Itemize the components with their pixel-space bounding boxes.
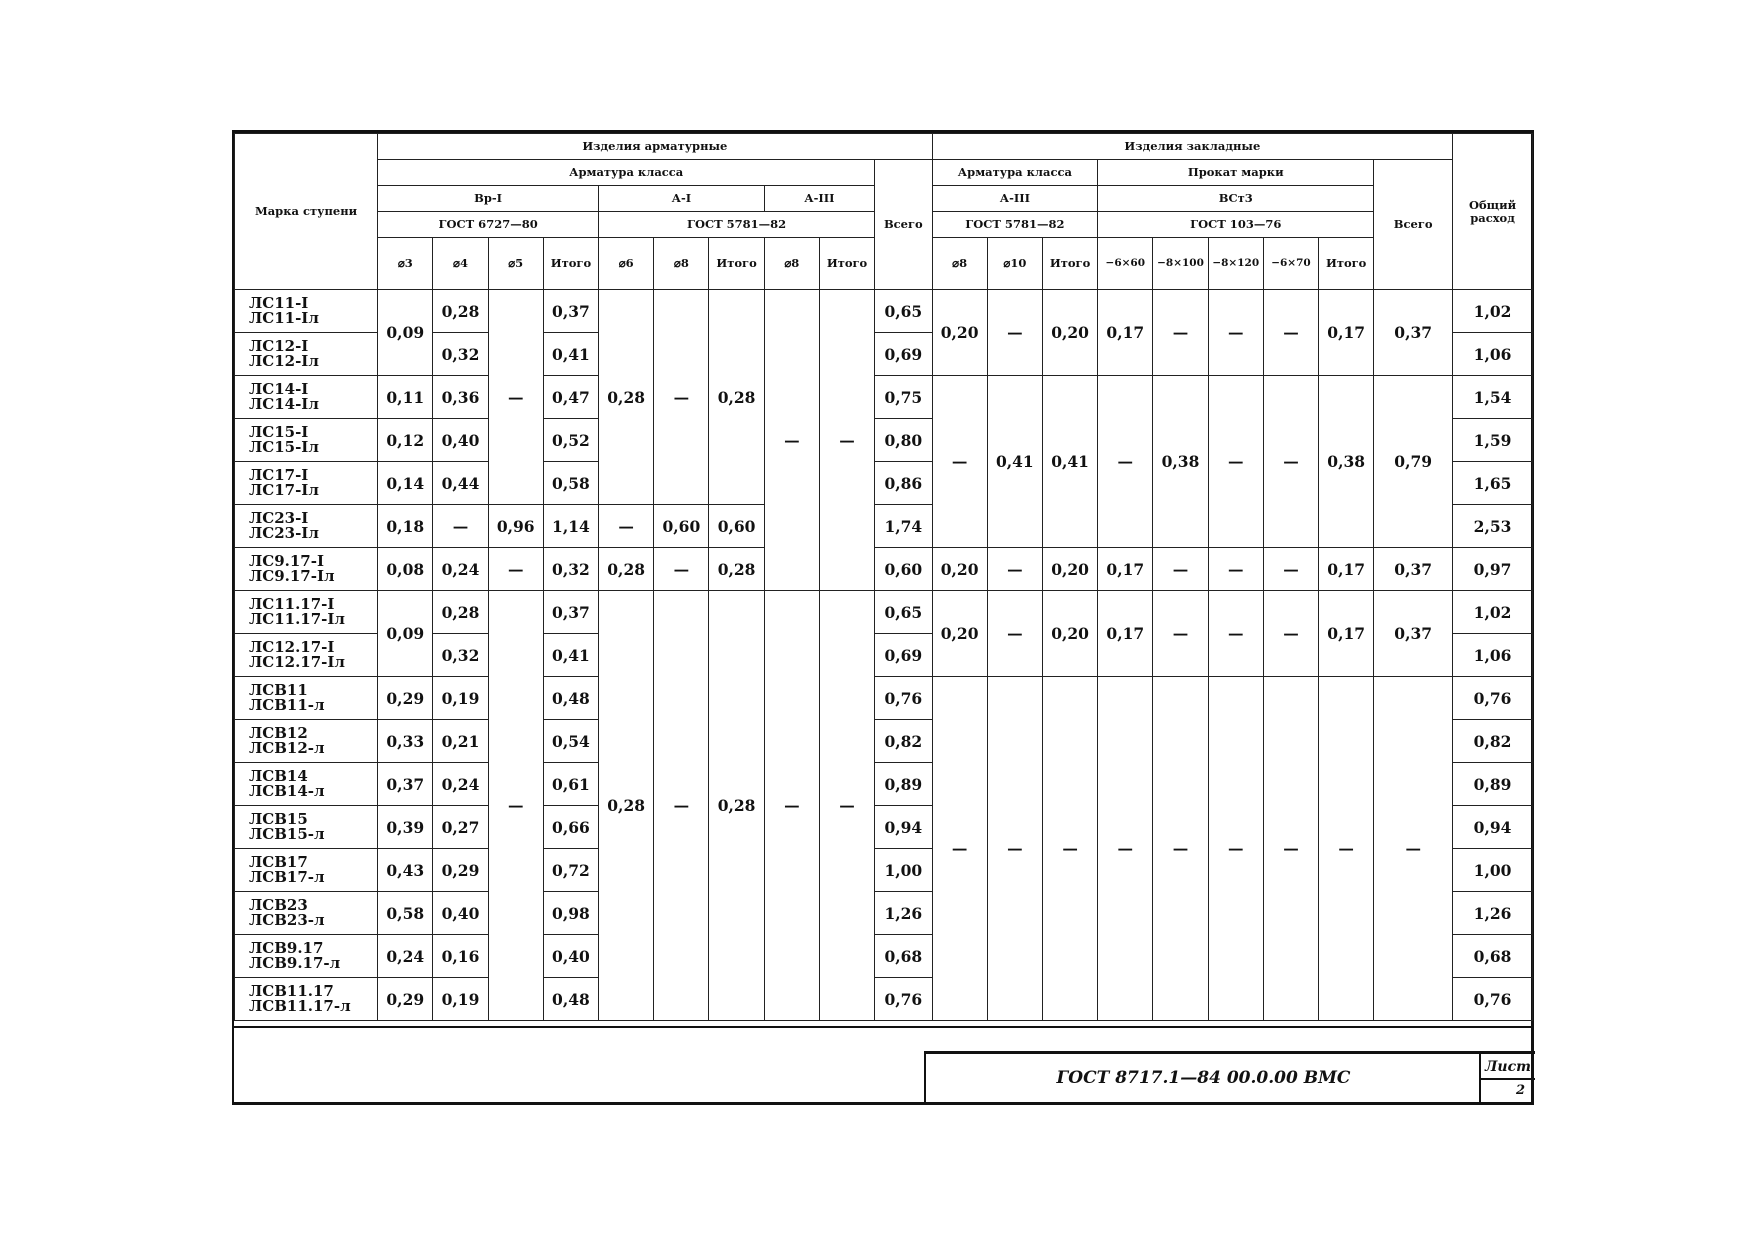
cell-p4: — [1263, 290, 1318, 376]
cell-d3: 0,09 [378, 290, 433, 376]
cell-d6: — [599, 505, 654, 548]
cell-grand: 2,53 [1453, 505, 1533, 548]
col-p-sum: Итого [1319, 238, 1374, 290]
cell-sum1: 0,61 [543, 763, 598, 806]
sheet-label: Лист [1481, 1056, 1535, 1080]
row-mark: ЛС11-I ЛС11-Iл [235, 290, 378, 333]
cell-e-sum: 0,20 [1042, 591, 1097, 677]
cell-d8: — [654, 591, 709, 1021]
cell-grand: 1,59 [1453, 419, 1533, 462]
cell-d4: 0,40 [433, 419, 488, 462]
cell-e-sum: — [1042, 677, 1097, 1021]
cell-d5: 0,96 [488, 505, 543, 548]
cell-grand: 1,65 [1453, 462, 1533, 505]
cell-total: 0,89 [875, 763, 932, 806]
cell-d5: — [488, 290, 543, 505]
row-mark: ЛСВ9.17 ЛСВ9.17-л [235, 935, 378, 978]
col-d4: ⌀4 [433, 238, 488, 290]
cell-d3: 0,11 [378, 376, 433, 419]
row-mark: ЛС15-I ЛС15-Iл [235, 419, 378, 462]
cell-d8: — [654, 290, 709, 505]
cell-p3: — [1208, 290, 1263, 376]
cell-e-d8: 0,20 [932, 548, 987, 591]
row-mark: ЛСВ23 ЛСВ23-л [235, 892, 378, 935]
drawing-sheet [232, 130, 1534, 1105]
cell-grand: 0,76 [1453, 677, 1533, 720]
cell-d4: 0,32 [433, 333, 488, 376]
cell-total: 0,80 [875, 419, 932, 462]
cell-p-sum: 0,17 [1319, 548, 1374, 591]
cell-grand: 1,26 [1453, 892, 1533, 935]
header-a3-emb: А-III [932, 186, 1098, 212]
cell-grand: 1,06 [1453, 333, 1533, 376]
header-gost-6727: ГОСТ 6727—80 [378, 212, 599, 238]
cell-e-d8: 0,20 [932, 290, 987, 376]
cell-d6: 0,28 [599, 290, 654, 505]
cell-sum1: 0,54 [543, 720, 598, 763]
col-d8b: ⌀8 [764, 238, 819, 290]
cell-p-sum: — [1319, 677, 1374, 1021]
cell-grand: 0,97 [1453, 548, 1533, 591]
cell-p3: — [1208, 591, 1263, 677]
cell-e-sum: 0,20 [1042, 548, 1097, 591]
cell-sum1: 0,32 [543, 548, 598, 591]
cell-total: 0,68 [875, 935, 932, 978]
cell-sum1: 0,47 [543, 376, 598, 419]
cell-sum2: 0,28 [709, 290, 764, 505]
col-p1: −6×60 [1098, 238, 1153, 290]
cell-total: 0,75 [875, 376, 932, 419]
cell-sum1: 0,72 [543, 849, 598, 892]
cell-d6: 0,28 [599, 548, 654, 591]
col-e-sum: Итого [1042, 238, 1097, 290]
row-mark: ЛСВ11 ЛСВ11-л [235, 677, 378, 720]
materials-spec-table [234, 133, 1533, 1021]
cell-sum2: 0,60 [709, 505, 764, 548]
row-mark: ЛСВ15 ЛСВ15-л [235, 806, 378, 849]
cell-d4: 0,36 [433, 376, 488, 419]
col-sum2: Итого [709, 238, 764, 290]
cell-d4: 0,28 [433, 290, 488, 333]
row-mark: ЛСВ12 ЛСВ12-л [235, 720, 378, 763]
cell-sum2: 0,28 [709, 548, 764, 591]
cell-d5: — [488, 548, 543, 591]
cell-e-d8: — [932, 677, 987, 1021]
header-rebar-class-emb: Арматура класса [932, 160, 1098, 186]
cell-e-total: 0,37 [1374, 548, 1453, 591]
cell-total: 0,60 [875, 548, 932, 591]
cell-d4: 0,27 [433, 806, 488, 849]
sheet-number: 2 [1515, 1083, 1525, 1098]
cell-e-total: 0,79 [1374, 376, 1453, 548]
header-total-emb: Всего [1374, 160, 1453, 290]
cell-e-total: 0,37 [1374, 591, 1453, 677]
col-p3: −8×120 [1208, 238, 1263, 290]
cell-grand: 0,89 [1453, 763, 1533, 806]
cell-d4: 0,40 [433, 892, 488, 935]
cell-total: 0,65 [875, 591, 932, 634]
cell-p4: — [1263, 677, 1318, 1021]
col-e-d8: ⌀8 [932, 238, 987, 290]
cell-d4: 0,28 [433, 591, 488, 634]
cell-sum1: 0,41 [543, 333, 598, 376]
cell-d4: 0,16 [433, 935, 488, 978]
header-rebar-class: Арматура класса [378, 160, 875, 186]
cell-d3: 0,58 [378, 892, 433, 935]
cell-p2: — [1153, 290, 1208, 376]
cell-d4: 0,19 [433, 978, 488, 1021]
cell-p1: 0,17 [1098, 290, 1153, 376]
cell-total: 0,69 [875, 634, 932, 677]
row-mark: ЛС9.17-I ЛС9.17-Iл [235, 548, 378, 591]
cell-p2: — [1153, 677, 1208, 1021]
cell-p2: — [1153, 591, 1208, 677]
cell-e-d8: 0,20 [932, 591, 987, 677]
cell-e-total: — [1374, 677, 1453, 1021]
cell-d3: 0,37 [378, 763, 433, 806]
cell-a3-d8-low: — [764, 591, 819, 1021]
cell-sum1: 0,98 [543, 892, 598, 935]
header-gost-5781: ГОСТ 5781—82 [599, 212, 875, 238]
header-a1: А-I [599, 186, 765, 212]
col-sum3: Итого [819, 238, 874, 290]
cell-p1: 0,17 [1098, 591, 1153, 677]
cell-d3: 0,33 [378, 720, 433, 763]
cell-p4: — [1263, 376, 1318, 548]
document-code: ГОСТ 8717.1—84 00.0.00 ВМС [1056, 1068, 1351, 1088]
col-sum1: Итого [543, 238, 598, 290]
cell-e-sum: 0,41 [1042, 376, 1097, 548]
cell-grand: 0,76 [1453, 978, 1533, 1021]
cell-p1: — [1098, 376, 1153, 548]
header-vr1: Вр-I [378, 186, 599, 212]
cell-d4: — [433, 505, 488, 548]
sheet-box [1479, 1054, 1535, 1102]
col-e-d10: ⌀10 [987, 238, 1042, 290]
cell-sum1: 0,52 [543, 419, 598, 462]
cell-p-sum: 0,17 [1319, 290, 1374, 376]
cell-d3: 0,09 [378, 591, 433, 677]
cell-d6: 0,28 [599, 591, 654, 1021]
cell-d3: 0,24 [378, 935, 433, 978]
cell-e-d10: — [987, 677, 1042, 1021]
cell-total: 0,69 [875, 333, 932, 376]
cell-p1: — [1098, 677, 1153, 1021]
cell-d3: 0,29 [378, 978, 433, 1021]
header-mark: Марка ступени [235, 134, 378, 290]
cell-total: 0,76 [875, 677, 932, 720]
cell-d8: 0,60 [654, 505, 709, 548]
col-d5: ⌀5 [488, 238, 543, 290]
header-vst3: ВСт3 [1098, 186, 1374, 212]
cell-p-sum: 0,38 [1319, 376, 1374, 548]
row-mark: ЛСВ17 ЛСВ17-л [235, 849, 378, 892]
row-mark: ЛС23-I ЛС23-Iл [235, 505, 378, 548]
cell-d3: 0,18 [378, 505, 433, 548]
cell-sum1: 1,14 [543, 505, 598, 548]
cell-p3: — [1208, 376, 1263, 548]
cell-a3-d8: — [764, 290, 819, 591]
row-mark: ЛС17-I ЛС17-Iл [235, 462, 378, 505]
cell-sum1: 0,40 [543, 935, 598, 978]
cell-d3: 0,39 [378, 806, 433, 849]
cell-p1: 0,17 [1098, 548, 1153, 591]
cell-sum1: 0,48 [543, 978, 598, 1021]
cell-d8: — [654, 548, 709, 591]
col-d3: ⌀3 [378, 238, 433, 290]
cell-grand: 1,06 [1453, 634, 1533, 677]
cell-sum1: 0,37 [543, 591, 598, 634]
cell-d3: 0,14 [378, 462, 433, 505]
cell-e-d10: — [987, 591, 1042, 677]
row-mark: ЛС12.17-I ЛС12.17-Iл [235, 634, 378, 677]
header-total: Всего [875, 160, 932, 290]
bottom-rule [234, 1026, 1533, 1028]
cell-p3: — [1208, 548, 1263, 591]
cell-d4: 0,24 [433, 763, 488, 806]
cell-d4: 0,29 [433, 849, 488, 892]
cell-grand: 0,94 [1453, 806, 1533, 849]
col-p4: −6×70 [1263, 238, 1318, 290]
cell-a3-sum-low: — [819, 591, 874, 1021]
cell-sum1: 0,37 [543, 290, 598, 333]
header-rolled-grade: Прокат марки [1098, 160, 1374, 186]
cell-sum2: 0,28 [709, 591, 764, 1021]
cell-grand: 1,54 [1453, 376, 1533, 419]
col-d8: ⌀8 [654, 238, 709, 290]
cell-d4: 0,32 [433, 634, 488, 677]
cell-total: 1,00 [875, 849, 932, 892]
cell-d5: — [488, 591, 543, 1021]
cell-total: 0,65 [875, 290, 932, 333]
cell-e-sum: 0,20 [1042, 290, 1097, 376]
cell-d4: 0,21 [433, 720, 488, 763]
header-embedded-products: Изделия закладные [932, 134, 1453, 160]
cell-d4: 0,24 [433, 548, 488, 591]
cell-sum1: 0,48 [543, 677, 598, 720]
col-d6: ⌀6 [599, 238, 654, 290]
cell-d3: 0,43 [378, 849, 433, 892]
cell-e-d8: — [932, 376, 987, 548]
cell-p4: — [1263, 548, 1318, 591]
cell-grand: 0,68 [1453, 935, 1533, 978]
cell-p3: — [1208, 677, 1263, 1021]
cell-e-d10: — [987, 548, 1042, 591]
header-gost-103: ГОСТ 103—76 [1098, 212, 1374, 238]
row-mark: ЛС14-I ЛС14-Iл [235, 376, 378, 419]
cell-d3: 0,08 [378, 548, 433, 591]
cell-sum1: 0,58 [543, 462, 598, 505]
cell-a3-sum: — [819, 290, 874, 591]
cell-total: 0,94 [875, 806, 932, 849]
cell-d4: 0,44 [433, 462, 488, 505]
header-grand-total: Общий расход [1453, 134, 1533, 290]
cell-p4: — [1263, 591, 1318, 677]
cell-sum1: 0,41 [543, 634, 598, 677]
cell-grand: 1,02 [1453, 591, 1533, 634]
cell-total: 0,82 [875, 720, 932, 763]
title-block [924, 1051, 1535, 1102]
cell-total: 1,74 [875, 505, 932, 548]
cell-total: 0,86 [875, 462, 932, 505]
header-a3: А-III [764, 186, 874, 212]
row-mark: ЛСВ11.17 ЛСВ11.17-л [235, 978, 378, 1021]
cell-d3: 0,12 [378, 419, 433, 462]
header-gost-5781-emb: ГОСТ 5781—82 [932, 212, 1098, 238]
cell-e-total: 0,37 [1374, 290, 1453, 376]
cell-p2: — [1153, 548, 1208, 591]
col-p2: −8×100 [1153, 238, 1208, 290]
cell-d4: 0,19 [433, 677, 488, 720]
cell-e-d10: 0,41 [987, 376, 1042, 548]
header-reinf-products: Изделия арматурные [378, 134, 932, 160]
cell-grand: 0,82 [1453, 720, 1533, 763]
cell-sum1: 0,66 [543, 806, 598, 849]
cell-grand: 1,00 [1453, 849, 1533, 892]
cell-p-sum: 0,17 [1319, 591, 1374, 677]
row-mark: ЛСВ14 ЛСВ14-л [235, 763, 378, 806]
cell-e-d10: — [987, 290, 1042, 376]
row-mark: ЛС11.17-I ЛС11.17-Iл [235, 591, 378, 634]
cell-total: 0,76 [875, 978, 932, 1021]
cell-d3: 0,29 [378, 677, 433, 720]
row-mark: ЛС12-I ЛС12-Iл [235, 333, 378, 376]
cell-p2: 0,38 [1153, 376, 1208, 548]
cell-total: 1,26 [875, 892, 932, 935]
cell-grand: 1,02 [1453, 290, 1533, 333]
